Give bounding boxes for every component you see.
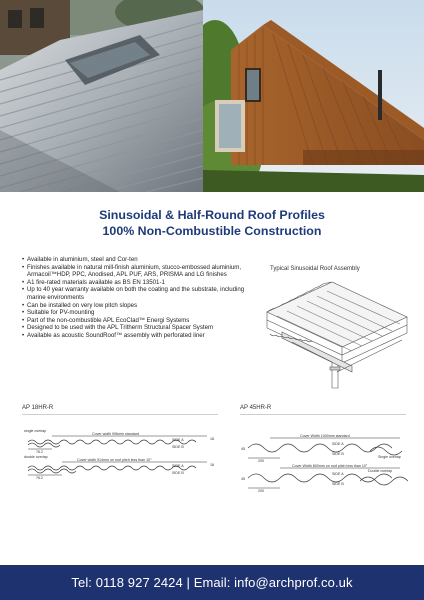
feature-item: • Finishes available in natural mill-finish aluminium, stucco-embossed aluminium, Armacoil™HDP, PPC, Anodised, APL PUF, ARS, PRISMA and LG finishes	[22, 264, 254, 279]
timber-clad-house-photo	[203, 0, 424, 192]
feature-item: • Designed to be used with the APL Tritherm Structural Spacer System	[22, 324, 254, 332]
profile-drawing-left	[22, 428, 222, 485]
roof-assembly-diagram	[262, 272, 412, 395]
dim-200-label-2: 200	[258, 489, 264, 493]
single-overlap-label: single overlap	[24, 429, 47, 433]
cover-width-a-right: Cover Width 1000mm standard	[300, 434, 350, 438]
side-a-label-2: SIDE A	[172, 464, 184, 468]
profile-drawing-right	[240, 432, 410, 499]
feature-item: • Part of the non-combustible APL EcoClad™ Energi Systems	[22, 317, 254, 325]
headline	[0, 207, 424, 239]
profile-title-right: AP 45HR-R	[240, 405, 272, 411]
double-overlap-label: double overlap	[24, 455, 48, 459]
side-a-label-right: SIDE A	[332, 442, 344, 446]
double-overlap-label-right: Double overlap	[368, 469, 393, 473]
profile-title-left: AP 18HR-R	[22, 405, 54, 411]
single-overlap-label-right: Single overlap	[378, 455, 401, 459]
dim-200-label: 200	[258, 459, 264, 463]
feature-item: • A1 fire-rated materials available as BS EN 13501-1	[22, 279, 254, 287]
headline-line2: 100% Non-Combustible Construction	[102, 224, 322, 238]
cover-width-b-right: Cover Width 800mm on roof pitch less than 10°	[292, 464, 368, 468]
feature-item: • Available in aluminium, steel and Cor-ten	[22, 256, 254, 264]
dim-76-label: 76.2	[36, 450, 43, 454]
cover-width-b: Cover width 914mm on roof pitch less than 10°	[77, 458, 152, 462]
side-a-label-right-2: SIDE A	[332, 472, 344, 476]
feature-item: • Suitable for PV-mounting	[22, 309, 254, 317]
side-b-label-right-2: SIDE B	[332, 482, 344, 486]
dim-45-label-2: 45	[241, 477, 245, 481]
assembly-caption: Typical Sinusoidal Roof Assembly	[270, 266, 360, 272]
cover-width-a: Cover width 996mm standard	[92, 432, 139, 436]
contact-line: Tel: 0118 927 2424 | Email: info@archprof.co.uk	[71, 575, 353, 590]
dim-18-label: 18	[210, 437, 214, 441]
side-a-label: SIDE A	[172, 438, 184, 442]
header-photos	[0, 0, 424, 192]
side-b-label: SIDE B	[172, 445, 184, 449]
feature-item: • Up to 40 year warranty available on both the coating and the substrate, including marine environments	[22, 286, 254, 301]
feature-list	[22, 256, 254, 340]
feature-item: • Can be installed on very low pitch slopes	[22, 302, 254, 310]
headline-line1: Sinusoidal & Half-Round Roof Profiles	[99, 208, 325, 222]
dim-76-label-2: 76.2	[36, 476, 43, 480]
dim-18-label-2: 18	[210, 463, 214, 467]
corrugated-roof-photo	[0, 0, 203, 192]
side-b-label-right: SIDE B	[332, 452, 344, 456]
profile-divider-left	[22, 414, 218, 415]
side-b-label-2: SIDE B	[172, 471, 184, 475]
feature-item: • Available as acoustic SoundRoof™ assembly with perforated liner	[22, 332, 254, 340]
dim-45-label: 45	[241, 447, 245, 451]
contact-bar	[0, 565, 424, 600]
profile-divider-right	[240, 414, 406, 415]
